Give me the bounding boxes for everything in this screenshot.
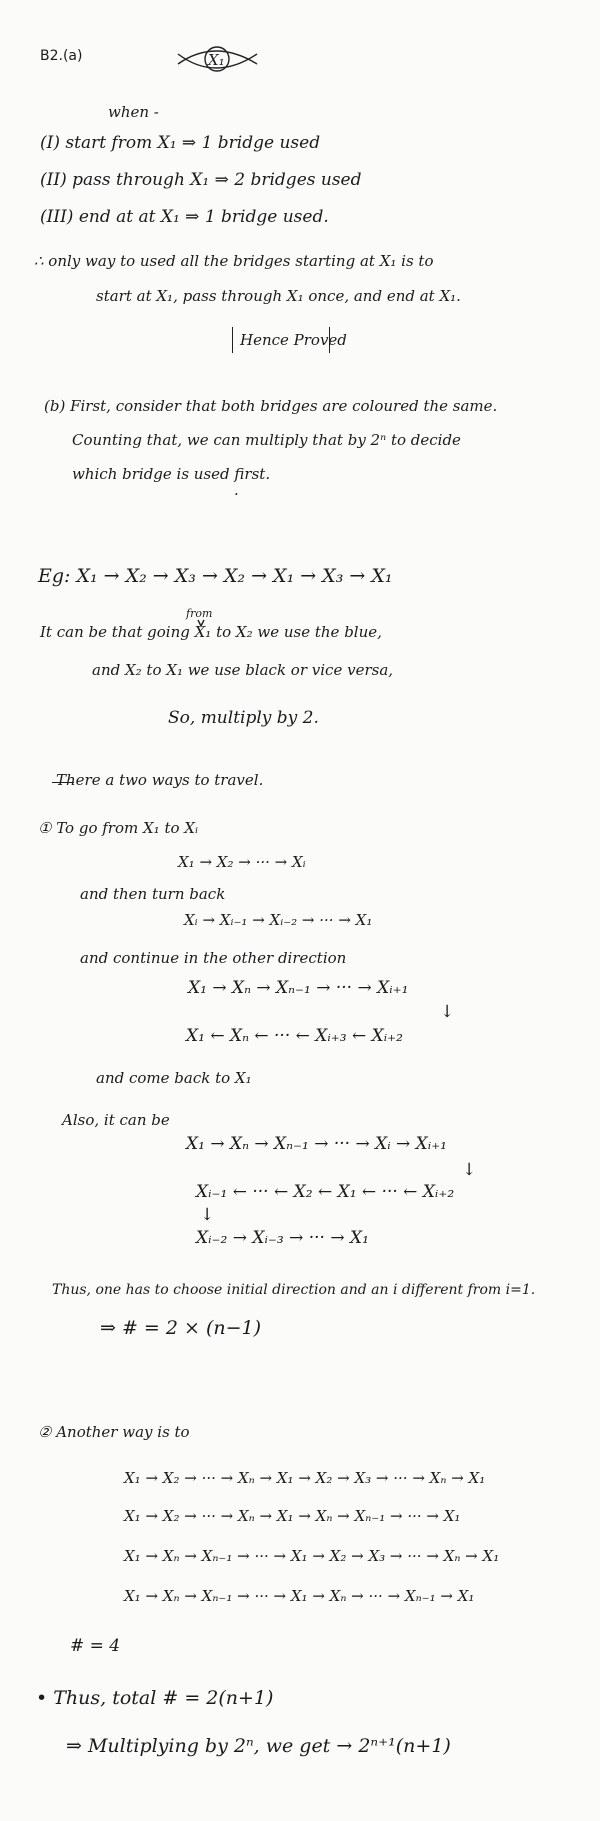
- result-way-2: # = 4: [70, 1636, 121, 1656]
- alt-down-arrow-1: ↓: [462, 1160, 477, 1180]
- way1-turn-back: and then turn back: [80, 885, 226, 903]
- way2-path-4: X₁ → Xₙ → Xₙ₋₁ → ··· → X₁ → Xₙ → ··· → Xₙ₋₁ → X₁: [124, 1587, 475, 1605]
- result-way-1: ⇒ # = 2 × (n−1): [100, 1317, 262, 1339]
- final-answer: ⇒ Multiplying by 2ⁿ, we get → 2ⁿ⁺¹(n+1): [66, 1735, 451, 1757]
- way2-path-2: X₁ → X₂ → ··· → Xₙ → X₁ → Xₙ → Xₙ₋₁ → ··· → X₁: [124, 1507, 461, 1525]
- stray-dot: ·: [234, 485, 239, 503]
- alt-down-arrow-2: ↓: [200, 1205, 215, 1225]
- example-line-3: So, multiply by 2.: [168, 708, 319, 728]
- way1-down-arrow: ↓: [440, 1002, 455, 1022]
- case-end: (III) end at at X₁ ⇒ 1 bridge used.: [40, 207, 329, 227]
- part-b-line-3: which bridge is used first.: [72, 465, 271, 483]
- conclusion-line-1: ∴ only way to used all the bridges starting at X₁ is to: [34, 252, 434, 270]
- strikeout-mark: [52, 782, 74, 783]
- case-start: (I) start from X₁ ⇒ 1 bridge used: [40, 133, 321, 153]
- way1-come-back: and come back to X₁: [96, 1069, 252, 1087]
- way2-path-1: X₁ → X₂ → ··· → Xₙ → X₁ → X₂ → X₃ → ··· → Xₙ → X₁: [124, 1469, 486, 1487]
- example-line-1: It can be that going X₁ to X₂ we use the blue,: [40, 623, 382, 641]
- way2-title: ② Another way is to: [38, 1423, 190, 1441]
- alt-path-b: Xᵢ₋₁ ← ··· ← X₂ ← X₁ ← ··· ← Xᵢ₊₂: [196, 1182, 455, 1202]
- alt-path-a: X₁ → Xₙ → Xₙ₋₁ → ··· → Xᵢ → Xᵢ₊₁: [186, 1134, 447, 1154]
- way1-path-c: X₁ → Xₙ → Xₙ₋₁ → ··· → Xᵢ₊₁: [188, 978, 409, 998]
- from-note: from: [186, 607, 213, 620]
- problem-label: B2.(a): [40, 48, 83, 64]
- total-count: • Thus, total # = 2(n+1): [36, 1687, 274, 1709]
- two-ways-heading: There a two ways to travel.: [56, 771, 264, 789]
- conclusion-line-2: start at X₁, pass through X₁ once, and end at X₁.: [96, 287, 461, 305]
- node-label: X₁: [208, 51, 225, 69]
- way1-path-b: Xᵢ → Xᵢ₋₁ → Xᵢ₋₂ → ··· → X₁: [184, 911, 373, 929]
- also-text: Also, it can be: [62, 1111, 170, 1129]
- way2-path-3: X₁ → Xₙ → Xₙ₋₁ → ··· → X₁ → X₂ → X₃ → ··· → Xₙ → X₁: [124, 1547, 500, 1565]
- intro-text: when -: [108, 103, 159, 121]
- hence-proved: Hence Proved: [240, 331, 347, 349]
- way1-continue: and continue in the other direction: [80, 949, 347, 967]
- case-pass: (II) pass through X₁ ⇒ 2 bridges used: [40, 170, 362, 190]
- way1-path-a: X₁ → X₂ → ··· → Xᵢ: [178, 853, 306, 871]
- alt-path-c: Xᵢ₋₂ → Xᵢ₋₃ → ··· → X₁: [196, 1228, 369, 1248]
- example-path: Eg: X₁ → X₂ → X₃ → X₂ → X₁ → X₃ → X₁: [38, 565, 393, 587]
- way1-title: ① To go from X₁ to Xᵢ: [38, 819, 198, 837]
- way1-path-d: X₁ ← Xₙ ← ··· ← Xᵢ₊₃ ← Xᵢ₊₂: [186, 1026, 403, 1046]
- thus-choose: Thus, one has to choose initial direction and an i different from i=1.: [52, 1282, 536, 1298]
- example-line-2: and X₂ to X₁ we use black or vice versa,: [92, 661, 394, 679]
- part-b-line-1: (b) First, consider that both bridges are coloured the same.: [44, 397, 498, 415]
- part-b-line-2: Counting that, we can multiply that by 2ⁿ to decide: [72, 431, 461, 449]
